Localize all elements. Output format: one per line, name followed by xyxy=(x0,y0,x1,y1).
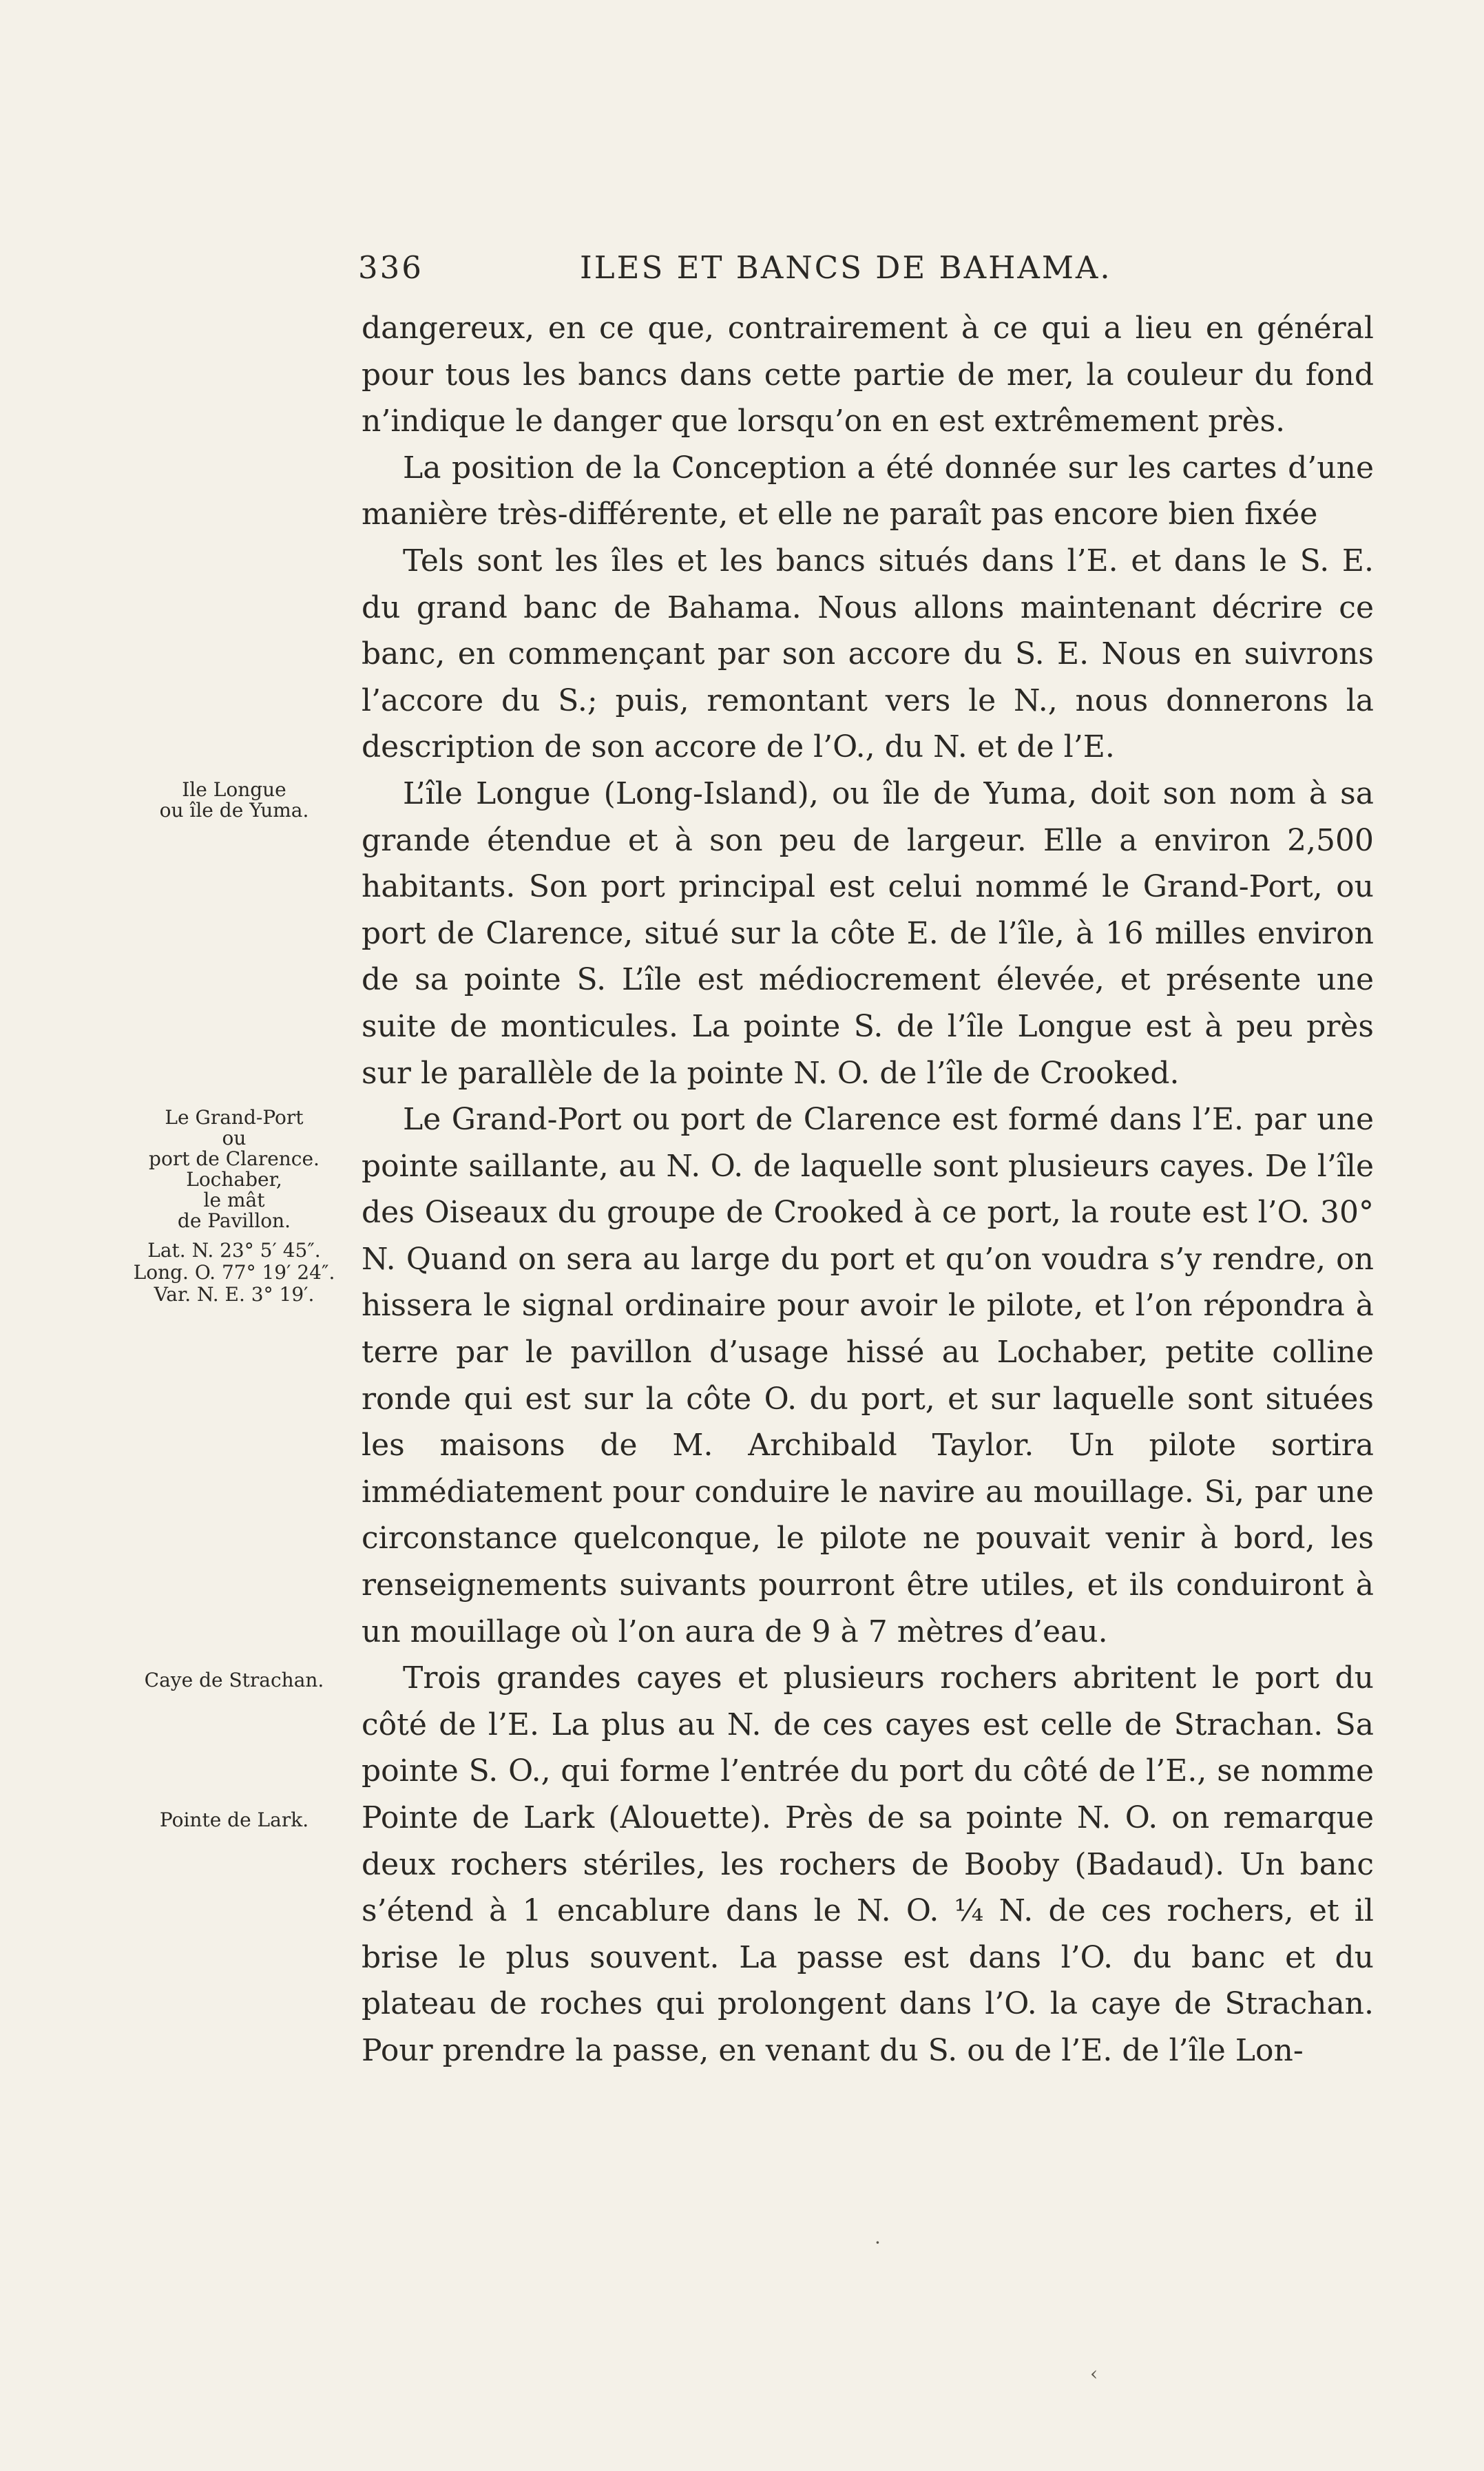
longitude: Long. O. 77° 19′ 24″. xyxy=(133,1261,335,1284)
margin-note-line: ou xyxy=(222,1127,247,1149)
margin-note-line: Le Grand-Port xyxy=(165,1106,304,1129)
margin-note-ile-longue xyxy=(124,780,344,821)
paragraph: La position de la Conception a été donnée sur les cartes d’une manière très-différente, et elle ne paraît pas encore bien fixée xyxy=(362,450,1374,532)
margin-note-coordinates xyxy=(124,1240,344,1306)
speck-mark: ‹ xyxy=(1090,2362,1098,2385)
margin-note-pointe-lark xyxy=(124,1810,344,1831)
paragraph: Trois grandes cayes et plusieurs rochers abritent le port du côté de l’E. La plus au N. de ces cayes est celle de Strachan. Sa pointe S. O., qui forme l’entrée du port du côté de l’E., se nomme Pointe de Lark (Alouette). Près de sa pointe N. O. on remarque deux rochers stériles, les rochers de Booby (Badaud). Un banc s’étend à 1 encablure dans le N. O. ¼ N. de ces rochers, et il brise le plus souvent. La passe est dans l’O. du banc et du plateau de roches qui prolongent dans l’O. la caye de Strachan. Pour prendre la passe, en venant du S. ou de l’E. de l’île Lon- xyxy=(362,1660,1374,2068)
page-header xyxy=(358,249,1370,298)
paragraph: Tels sont les îles et les bancs situés dans l’E. et dans le S. E. du grand banc de Bahama. Nous allons maintenant décrire ce banc, en commençant par son accore du S. E. Nous en suivrons l’accore du S.; puis, remontant vers le N., nous donnerons la description de son accore de l’O., du N. et de l’E. xyxy=(362,543,1374,765)
margin-note-line: Lochaber, xyxy=(186,1168,282,1191)
margin-note-line: ou île de Yuma. xyxy=(159,799,309,822)
margin-note-caye-strachan xyxy=(124,1670,344,1691)
margin-note-grand-port xyxy=(124,1107,344,1231)
speck-mark: · xyxy=(875,2231,881,2254)
margin-note-line: port de Clarence. xyxy=(149,1147,320,1170)
margin-note-line: Pointe de Lark. xyxy=(159,1808,309,1831)
running-title: ILES ET BANCS DE BAHAMA. xyxy=(580,249,1112,286)
body-text xyxy=(362,305,1374,2074)
paragraph: Le Grand-Port ou port de Clarence est formé dans l’E. par une pointe saillante, au N. O. de laquelle sont plusieurs cayes. De l’île des Oiseaux du groupe de Crooked à ce port, la route est l’O. 30° N. Quand on sera au large du port et qu’on voudra s’y rendre, on hissera le signal ordinaire pour avoir le pilote, et l’on répondra à terre par le pavillon d’usage hissé au Lochaber, petite colline ronde qui est sur la côte O. du port, et sur laquelle sont situées les maisons de M. Archibald Taylor. Un pilote sortira immédiatement pour conduire le navire au mouillage. Si, par une circonstance quelconque, le pilote ne pouvait venir à bord, les renseignements suivants pourront être utiles, et ils conduiront à un mouillage où l’on aura de 9 à 7 mètres d’eau. xyxy=(362,1102,1374,1649)
margin-note-line: Caye de Strachan. xyxy=(144,1669,324,1691)
paragraph: dangereux, en ce que, contrairement à ce qui a lieu en général pour tous les bancs dans cette partie de mer, la couleur du fond n’indique le danger que lorsqu’on en est extrêmement près. xyxy=(362,311,1374,439)
page-number: 336 xyxy=(358,249,424,286)
margin-note-line: le mât xyxy=(203,1189,265,1211)
margin-note-line: de Pavillon. xyxy=(177,1209,291,1232)
margin-note-line: Ile Longue xyxy=(182,778,286,801)
latitude: Lat. N. 23° 5′ 45″. xyxy=(147,1239,321,1262)
variation: Var. N. E. 3° 19′. xyxy=(154,1283,315,1306)
paragraph: L’île Longue (Long-Island), ou île de Yuma, doit son nom à sa grande étendue et à son peu de largeur. Elle a environ 2,500 habitants. Son port principal est celui nommé le Grand-Port, ou port de Clarence, situé sur la côte E. de l’île, à 16 milles environ de sa pointe S. L’île est médiocrement élevée, et présente une suite de monticules. La pointe S. de l’île Longue est à peu près sur le parallèle de la pointe N. O. de l’île de Crooked. xyxy=(362,775,1374,1091)
